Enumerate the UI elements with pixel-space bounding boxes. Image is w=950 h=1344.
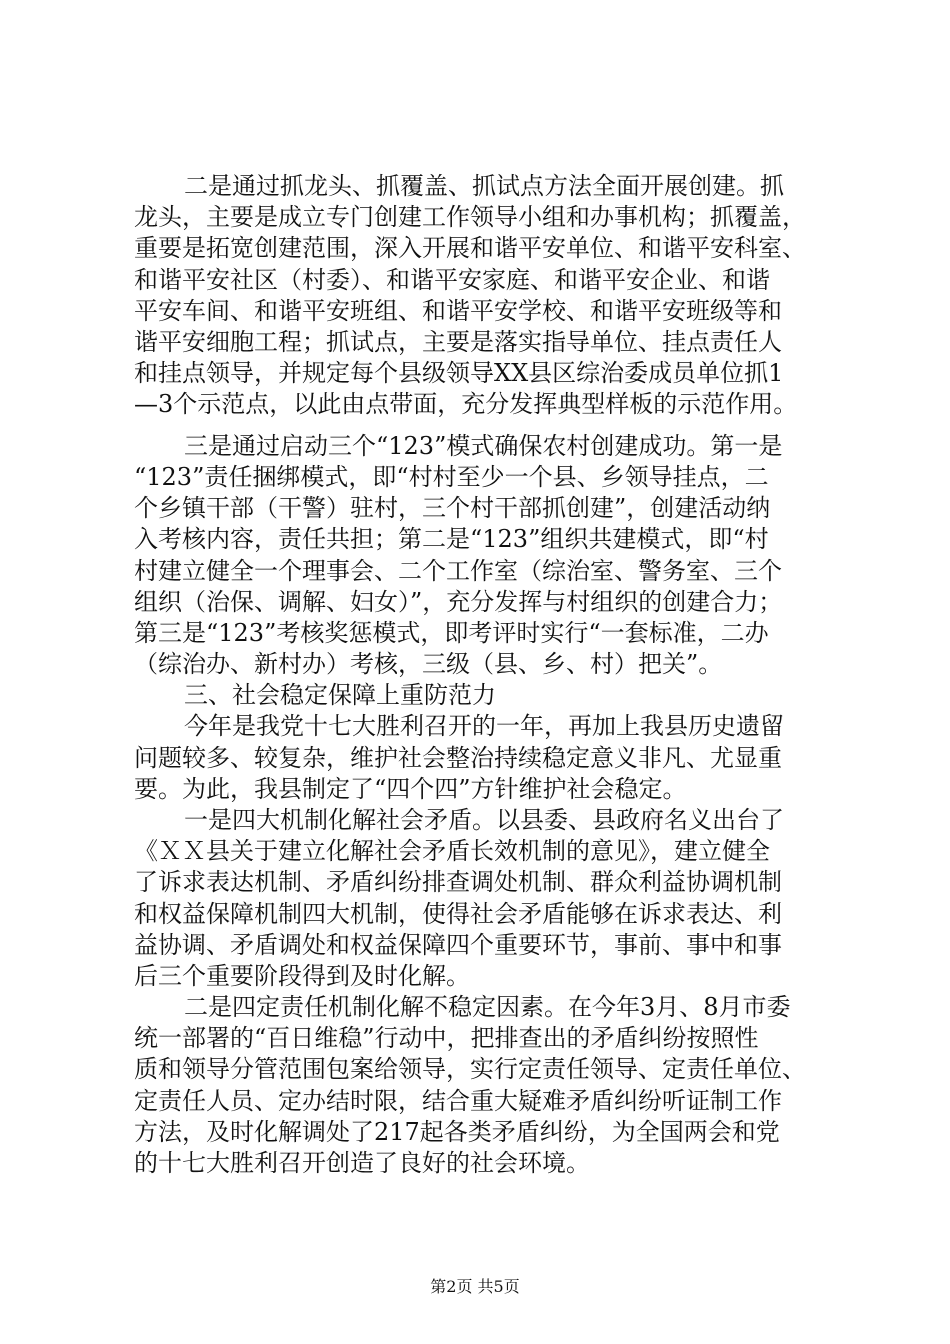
text-line: （综治办、新村办）考核，三级（县、乡、村）把关”。 — [134, 650, 723, 678]
text-line: 益协调、矛盾调处和权益保障四个重要环节，事前、事中和事 — [134, 931, 782, 959]
page-footer: 第2页 共5页 — [430, 1277, 520, 1296]
text-line: —3个示范点，以此由点带面，充分发挥典型样板的示范作用。 — [134, 390, 798, 418]
text-line: 三、社会稳定保障上重防范力 — [184, 681, 496, 709]
text-line: 方法，及时化解调处了217起各类矛盾纠纷，为全国两会和党 — [134, 1118, 780, 1146]
text-line: 谐平安细胞工程；抓试点，主要是落实指导单位、挂点责任人 — [134, 328, 782, 356]
text-line: 和谐平安社区（村委）、和谐平安家庭、和谐平安企业、和谐 — [134, 266, 770, 294]
text-line: 平安车间、和谐平安班组、和谐平安学校、和谐平安班级等和 — [134, 297, 782, 325]
text-line: 和挂点领导，并规定每个县级领导XX县区综治委成员单位抓1 — [134, 359, 784, 387]
text-line: 统一部署的“百日维稳”行动中，把排查出的矛盾纠纷按照性 — [134, 1024, 759, 1052]
text-line: 一是四大机制化解社会矛盾。以县委、县政府名义出台了 — [184, 806, 784, 834]
text-line: 二是四定责任机制化解不稳定因素。在今年3月、8月市委 — [184, 993, 791, 1021]
text-line: “123”责任捆绑模式，即“村村至少一个县、乡领导挂点，二 — [134, 463, 769, 491]
text-line: 后三个重要阶段得到及时化解。 — [134, 962, 470, 990]
text-line: 入考核内容，责任共担；第二是“123”组织共建模式，即“村 — [134, 525, 769, 553]
text-line: 第三是“123”考核奖惩模式，即考评时实行“一套标准，二办 — [134, 619, 769, 647]
text-line: 个乡镇干部（干警）驻村，三个村干部抓创建”，创建活动纳 — [134, 494, 771, 522]
text-line: 的十七大胜利召开创造了良好的社会环境。 — [134, 1149, 590, 1177]
text-line: 和权益保障机制四大机制，使得社会矛盾能够在诉求表达、利 — [134, 900, 782, 928]
text-line: 质和领导分管范围包案给领导，实行定责任领导、定责任单位、 — [134, 1055, 806, 1083]
text-line: 了诉求表达机制、矛盾纠纷排查调处机制、群众利益协调机制 — [134, 868, 782, 896]
text-line: 龙头，主要是成立专门创建工作领导小组和办事机构；抓覆盖， — [134, 203, 806, 231]
text-line: 重要是拓宽创建范围，深入开展和谐平安单位、和谐平安科室、 — [134, 234, 806, 262]
text-line: 三是通过启动三个“123”模式确保农村创建成功。第一是 — [184, 432, 783, 460]
text-line: 组织（治保、调解、妇女）”，充分发挥与村组织的创建合力； — [134, 588, 783, 616]
text-line: 定责任人员、定办结时限，结合重大疑难矛盾纠纷听证制工作 — [134, 1087, 782, 1115]
text-line: 二是通过抓龙头、抓覆盖、抓试点方法全面开展创建。抓 — [184, 172, 784, 200]
text-line: 《ＸＸ县关于建立化解社会矛盾长效机制的意见》，建立健全 — [134, 837, 770, 865]
text-line: 今年是我党十七大胜利召开的一年，再加上我县历史遗留 — [184, 712, 784, 740]
text-line: 要。为此，我县制定了“四个四”方针维护社会稳定。 — [134, 775, 687, 803]
text-line: 问题较多、较复杂，维护社会整治持续稳定意义非凡、尤显重 — [134, 744, 782, 772]
text-line: 村建立健全一个理事会、二个工作室（综治室、警务室、三个 — [134, 557, 782, 585]
